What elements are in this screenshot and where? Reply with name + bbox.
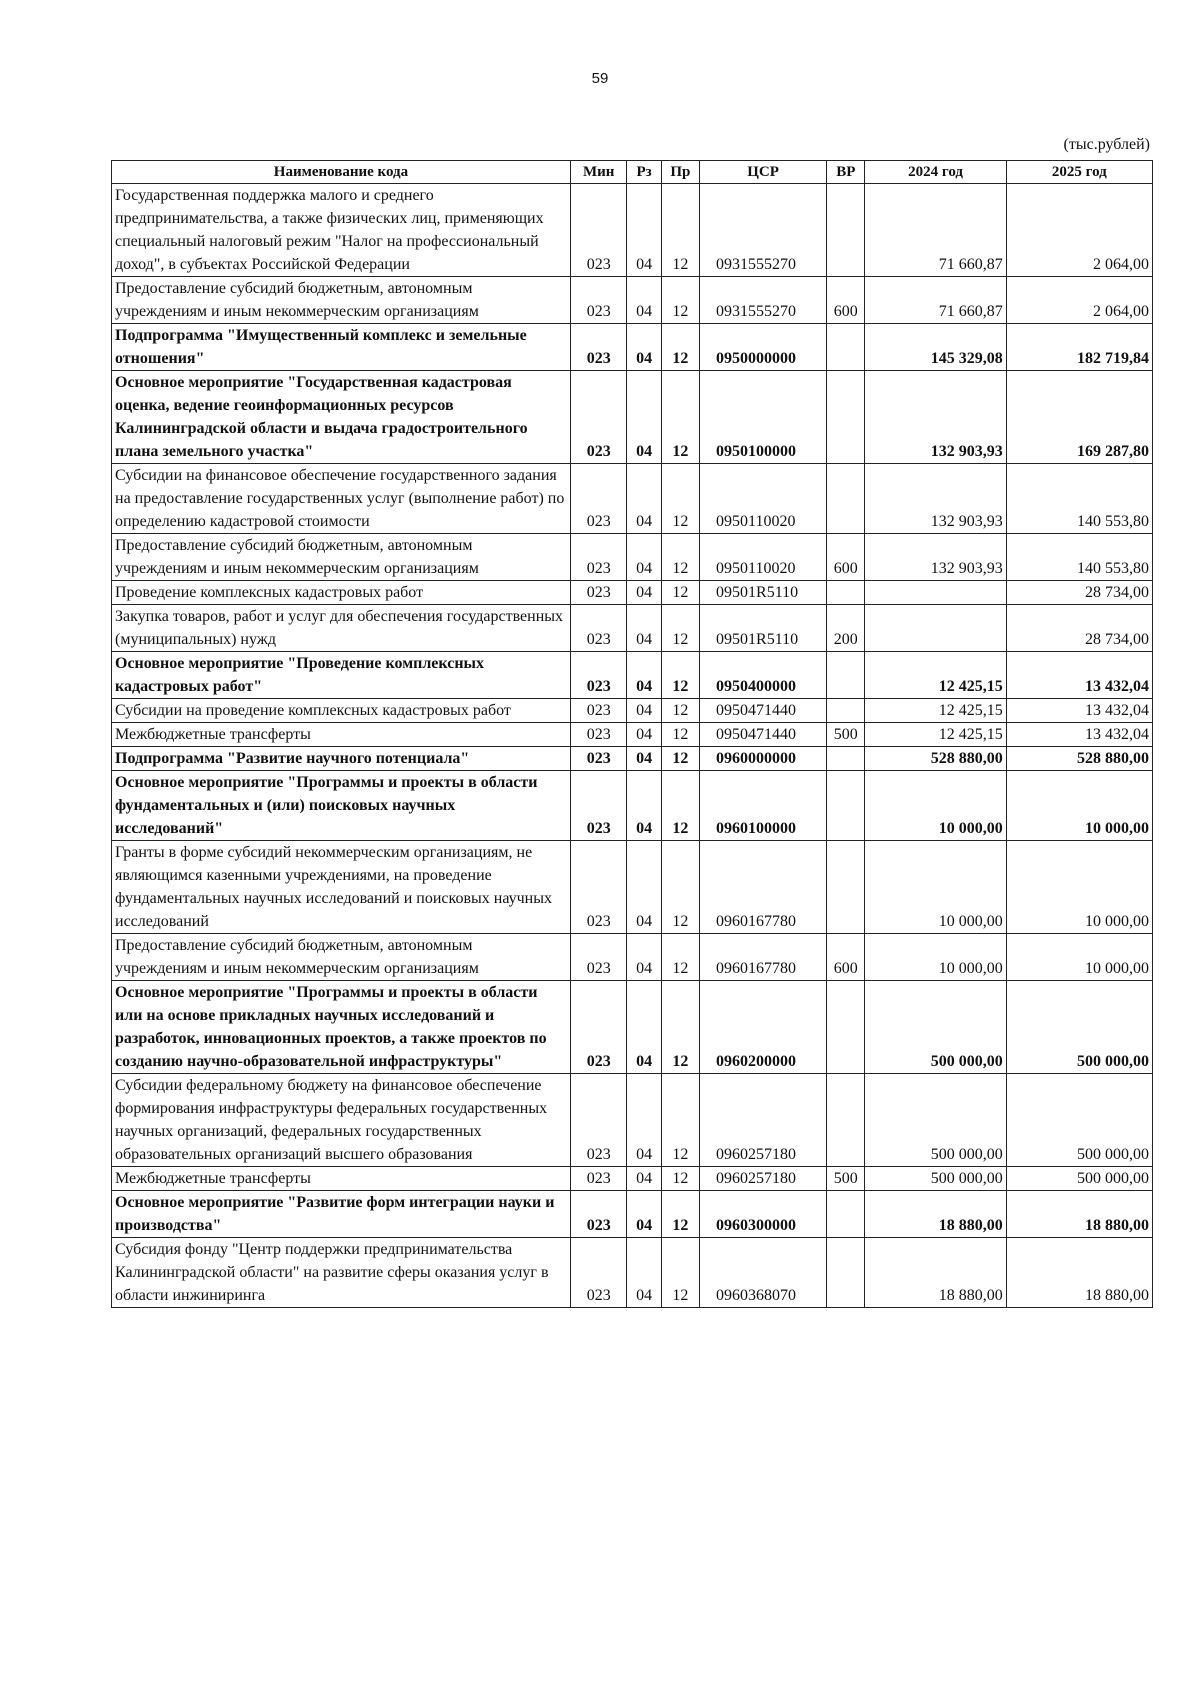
cell-rz: 04 xyxy=(627,581,661,605)
cell-min: 023 xyxy=(570,605,626,652)
table-row xyxy=(112,981,1153,1074)
cell-2024: 528 880,00 xyxy=(865,747,1006,771)
cell-rz: 04 xyxy=(627,934,661,981)
cell-2025: 500 000,00 xyxy=(1006,1167,1152,1191)
cell-2025: 18 880,00 xyxy=(1006,1191,1152,1238)
cell-csr: 0960300000 xyxy=(700,1191,827,1238)
cell-2025: 140 553,80 xyxy=(1006,464,1152,534)
cell-name: Субсидии федеральному бюджету на финансовое обеспечение формирования инфраструктуры федеральных государственных научных организаций, федеральных государственных образовательных организаций высшего образования xyxy=(112,1074,571,1167)
cell-name: Предоставление субсидий бюджетным, автономным учреждениям и иным некоммерческим организациям xyxy=(112,934,571,981)
table-row xyxy=(112,371,1153,464)
cell-2025: 28 734,00 xyxy=(1006,581,1152,605)
cell-rz: 04 xyxy=(627,184,661,277)
cell-name: Межбюджетные трансферты xyxy=(112,723,571,747)
cell-min: 023 xyxy=(570,723,626,747)
table-row xyxy=(112,652,1153,699)
cell-rz: 04 xyxy=(627,324,661,371)
page-number: 59 xyxy=(591,70,609,87)
cell-vr xyxy=(827,371,865,464)
cell-min: 023 xyxy=(570,581,626,605)
cell-2024: 10 000,00 xyxy=(865,841,1006,934)
cell-2025: 169 287,80 xyxy=(1006,371,1152,464)
cell-vr xyxy=(827,699,865,723)
cell-pr: 12 xyxy=(661,464,699,534)
header-vr: ВР xyxy=(827,161,865,184)
cell-2024: 10 000,00 xyxy=(865,934,1006,981)
cell-2025: 2 064,00 xyxy=(1006,184,1152,277)
cell-2024: 12 425,15 xyxy=(865,652,1006,699)
header-name: Наименование кода xyxy=(112,161,571,184)
cell-csr: 0931555270 xyxy=(700,277,827,324)
cell-min: 023 xyxy=(570,934,626,981)
cell-2024: 12 425,15 xyxy=(865,723,1006,747)
cell-min: 023 xyxy=(570,184,626,277)
table-row xyxy=(112,464,1153,534)
cell-vr: 500 xyxy=(827,1167,865,1191)
cell-2025: 182 719,84 xyxy=(1006,324,1152,371)
cell-2024: 71 660,87 xyxy=(865,184,1006,277)
table-row xyxy=(112,184,1153,277)
cell-name: Подпрограмма "Имущественный комплекс и земельные отношения" xyxy=(112,324,571,371)
cell-vr: 600 xyxy=(827,277,865,324)
cell-2024: 132 903,93 xyxy=(865,534,1006,581)
table-row xyxy=(112,1191,1153,1238)
cell-vr xyxy=(827,652,865,699)
cell-vr xyxy=(827,747,865,771)
cell-pr: 12 xyxy=(661,184,699,277)
cell-vr: 200 xyxy=(827,605,865,652)
cell-pr: 12 xyxy=(661,1191,699,1238)
cell-2025: 13 432,04 xyxy=(1006,723,1152,747)
table-row xyxy=(112,277,1153,324)
cell-2024: 500 000,00 xyxy=(865,981,1006,1074)
cell-2025: 10 000,00 xyxy=(1006,841,1152,934)
cell-pr: 12 xyxy=(661,699,699,723)
cell-vr xyxy=(827,841,865,934)
cell-vr: 600 xyxy=(827,534,865,581)
cell-min: 023 xyxy=(570,464,626,534)
cell-min: 023 xyxy=(570,1074,626,1167)
table-row xyxy=(112,747,1153,771)
cell-name: Субсидии на проведение комплексных кадастровых работ xyxy=(112,699,571,723)
table-row xyxy=(112,699,1153,723)
cell-pr: 12 xyxy=(661,1167,699,1191)
cell-rz: 04 xyxy=(627,723,661,747)
cell-vr xyxy=(827,184,865,277)
cell-csr: 0960257180 xyxy=(700,1074,827,1167)
table-row xyxy=(112,534,1153,581)
cell-2024: 10 000,00 xyxy=(865,771,1006,841)
cell-name: Проведение комплексных кадастровых работ xyxy=(112,581,571,605)
header-2025: 2025 год xyxy=(1006,161,1152,184)
cell-vr xyxy=(827,324,865,371)
cell-pr: 12 xyxy=(661,981,699,1074)
cell-csr: 0950471440 xyxy=(700,699,827,723)
cell-vr xyxy=(827,981,865,1074)
cell-vr: 600 xyxy=(827,934,865,981)
cell-csr: 0931555270 xyxy=(700,184,827,277)
header-rz: Рз xyxy=(627,161,661,184)
cell-vr xyxy=(827,464,865,534)
cell-name: Государственная поддержка малого и среднего предпринимательства, а также физических лиц, применяющих специальный налоговый режим "Налог на профессиональный доход", в субъектах Российской Федерации xyxy=(112,184,571,277)
cell-name: Субсидия фонду "Центр поддержки предпринимательства Калининградской области" на развитие сферы оказания услуг в области инжиниринга xyxy=(112,1238,571,1308)
cell-vr xyxy=(827,1074,865,1167)
cell-pr: 12 xyxy=(661,371,699,464)
cell-min: 023 xyxy=(570,771,626,841)
cell-rz: 04 xyxy=(627,605,661,652)
cell-csr: 09501R5110 xyxy=(700,605,827,652)
cell-csr: 0950110020 xyxy=(700,464,827,534)
cell-min: 023 xyxy=(570,652,626,699)
cell-vr: 500 xyxy=(827,723,865,747)
cell-pr: 12 xyxy=(661,841,699,934)
table-row xyxy=(112,324,1153,371)
cell-min: 023 xyxy=(570,981,626,1074)
cell-pr: 12 xyxy=(661,581,699,605)
cell-name: Закупка товаров, работ и услуг для обеспечения государственных (муниципальных) нужд xyxy=(112,605,571,652)
header-min: Мин xyxy=(570,161,626,184)
cell-2024: 18 880,00 xyxy=(865,1191,1006,1238)
cell-pr: 12 xyxy=(661,723,699,747)
cell-csr: 0950400000 xyxy=(700,652,827,699)
cell-rz: 04 xyxy=(627,771,661,841)
cell-rz: 04 xyxy=(627,277,661,324)
cell-min: 023 xyxy=(570,747,626,771)
cell-2025: 13 432,04 xyxy=(1006,652,1152,699)
cell-pr: 12 xyxy=(661,534,699,581)
cell-min: 023 xyxy=(570,1238,626,1308)
cell-vr xyxy=(827,581,865,605)
cell-2024: 500 000,00 xyxy=(865,1167,1006,1191)
cell-pr: 12 xyxy=(661,934,699,981)
cell-min: 023 xyxy=(570,699,626,723)
cell-min: 023 xyxy=(570,371,626,464)
cell-rz: 04 xyxy=(627,534,661,581)
cell-pr: 12 xyxy=(661,277,699,324)
cell-csr: 0960257180 xyxy=(700,1167,827,1191)
cell-2025: 10 000,00 xyxy=(1006,771,1152,841)
header-csr: ЦСР xyxy=(700,161,827,184)
cell-rz: 04 xyxy=(627,841,661,934)
cell-2024: 132 903,93 xyxy=(865,371,1006,464)
cell-name: Субсидии на финансовое обеспечение государственного задания на предоставление государственных услуг (выполнение работ) по определению кадастровой стоимости xyxy=(112,464,571,534)
cell-2024: 18 880,00 xyxy=(865,1238,1006,1308)
cell-2025: 500 000,00 xyxy=(1006,981,1152,1074)
cell-name: Предоставление субсидий бюджетным, автономным учреждениям и иным некоммерческим организациям xyxy=(112,534,571,581)
cell-pr: 12 xyxy=(661,605,699,652)
cell-2024: 132 903,93 xyxy=(865,464,1006,534)
cell-2024: 500 000,00 xyxy=(865,1074,1006,1167)
cell-pr: 12 xyxy=(661,1074,699,1167)
table-header-row xyxy=(112,161,1153,184)
cell-2024: 12 425,15 xyxy=(865,699,1006,723)
cell-csr: 0960167780 xyxy=(700,841,827,934)
cell-2025: 28 734,00 xyxy=(1006,605,1152,652)
cell-2024 xyxy=(865,605,1006,652)
cell-csr: 0960100000 xyxy=(700,771,827,841)
cell-csr: 0950000000 xyxy=(700,324,827,371)
budget-table xyxy=(111,160,1153,1308)
header-2024: 2024 год xyxy=(865,161,1006,184)
cell-rz: 04 xyxy=(627,699,661,723)
cell-csr: 0950471440 xyxy=(700,723,827,747)
cell-csr: 0960368070 xyxy=(700,1238,827,1308)
cell-2025: 500 000,00 xyxy=(1006,1074,1152,1167)
cell-vr xyxy=(827,1191,865,1238)
cell-rz: 04 xyxy=(627,1191,661,1238)
cell-pr: 12 xyxy=(661,324,699,371)
cell-csr: 0960200000 xyxy=(700,981,827,1074)
cell-csr: 0950110020 xyxy=(700,534,827,581)
cell-min: 023 xyxy=(570,841,626,934)
cell-2024: 145 329,08 xyxy=(865,324,1006,371)
cell-vr xyxy=(827,771,865,841)
cell-csr: 0950100000 xyxy=(700,371,827,464)
cell-rz: 04 xyxy=(627,652,661,699)
cell-rz: 04 xyxy=(627,747,661,771)
cell-rz: 04 xyxy=(627,1167,661,1191)
cell-min: 023 xyxy=(570,1191,626,1238)
header-pr: Пр xyxy=(661,161,699,184)
table-row xyxy=(112,1238,1153,1308)
cell-2025: 528 880,00 xyxy=(1006,747,1152,771)
table-row xyxy=(112,1167,1153,1191)
cell-rz: 04 xyxy=(627,1074,661,1167)
cell-csr: 0960000000 xyxy=(700,747,827,771)
table-row xyxy=(112,581,1153,605)
cell-2024 xyxy=(865,581,1006,605)
cell-pr: 12 xyxy=(661,652,699,699)
cell-name: Основное мероприятие "Государственная кадастровая оценка, ведение геоинформационных ресурсов Калининградской области и выдача градостроительного плана земельного участка" xyxy=(112,371,571,464)
cell-rz: 04 xyxy=(627,981,661,1074)
cell-2024: 71 660,87 xyxy=(865,277,1006,324)
cell-min: 023 xyxy=(570,277,626,324)
cell-pr: 12 xyxy=(661,1238,699,1308)
cell-min: 023 xyxy=(570,1167,626,1191)
cell-min: 023 xyxy=(570,534,626,581)
cell-rz: 04 xyxy=(627,464,661,534)
cell-2025: 2 064,00 xyxy=(1006,277,1152,324)
table-row xyxy=(112,605,1153,652)
cell-name: Основное мероприятие "Развитие форм интеграции науки и производства" xyxy=(112,1191,571,1238)
cell-pr: 12 xyxy=(661,747,699,771)
cell-name: Межбюджетные трансферты xyxy=(112,1167,571,1191)
table-row xyxy=(112,1074,1153,1167)
cell-name: Основное мероприятие "Программы и проекты в области фундаментальных и (или) поисковых научных исследований" xyxy=(112,771,571,841)
cell-name: Гранты в форме субсидий некоммерческим организациям, не являющимся казенными учреждениями, на проведение фундаментальных научных исследований и поисковых научных исследований xyxy=(112,841,571,934)
cell-2025: 13 432,04 xyxy=(1006,699,1152,723)
cell-rz: 04 xyxy=(627,371,661,464)
table-row xyxy=(112,771,1153,841)
table-row xyxy=(112,723,1153,747)
cell-csr: 09501R5110 xyxy=(700,581,827,605)
cell-2025: 18 880,00 xyxy=(1006,1238,1152,1308)
cell-2025: 140 553,80 xyxy=(1006,534,1152,581)
cell-pr: 12 xyxy=(661,771,699,841)
table-row xyxy=(112,841,1153,934)
cell-csr: 0960167780 xyxy=(700,934,827,981)
cell-name: Предоставление субсидий бюджетным, автономным учреждениям и иным некоммерческим организациям xyxy=(112,277,571,324)
cell-vr xyxy=(827,1238,865,1308)
cell-2025: 10 000,00 xyxy=(1006,934,1152,981)
cell-name: Подпрограмма "Развитие научного потенциала" xyxy=(112,747,571,771)
table-row xyxy=(112,934,1153,981)
cell-name: Основное мероприятие "Проведение комплексных кадастровых работ" xyxy=(112,652,571,699)
units-label: (тыс.рублей) xyxy=(1063,136,1150,153)
cell-name: Основное мероприятие "Программы и проекты в области или на основе прикладных научных исследований и разработок, инновационных проектов, а также проектов по созданию научно-образовательной инфраструктуры" xyxy=(112,981,571,1074)
cell-rz: 04 xyxy=(627,1238,661,1308)
cell-min: 023 xyxy=(570,324,626,371)
